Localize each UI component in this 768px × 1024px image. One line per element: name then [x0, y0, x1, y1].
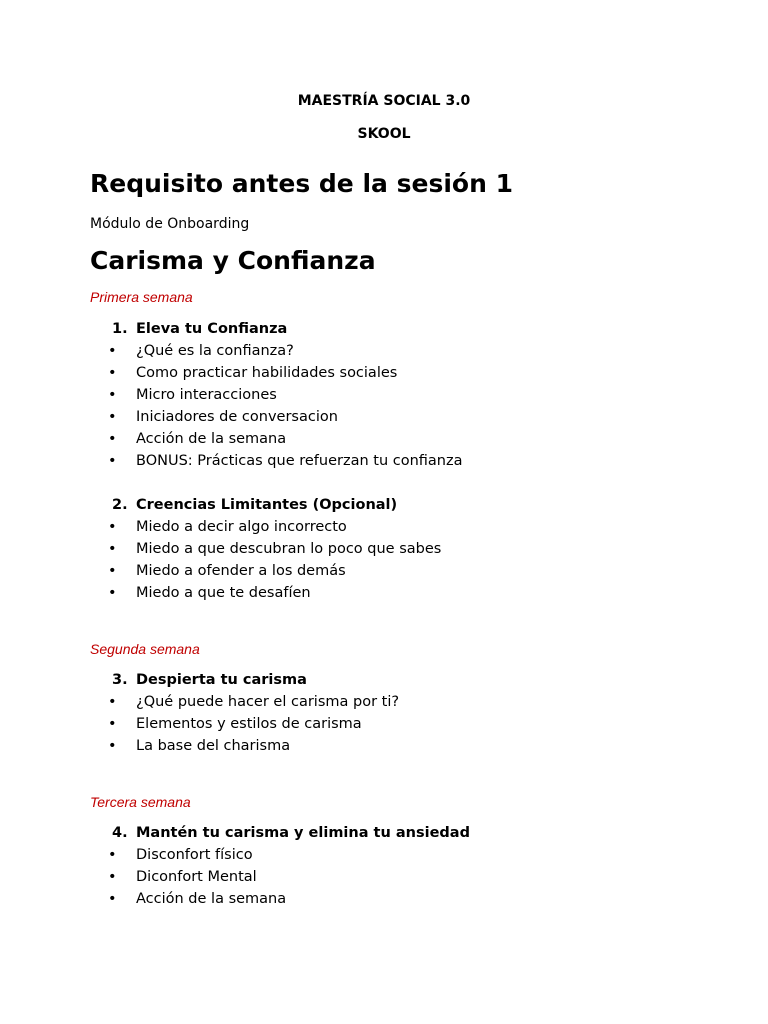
list-item-text: BONUS: Prácticas que refuerzan tu confianza — [136, 453, 463, 469]
list-item-text: Miedo a decir algo incorrecto — [136, 519, 347, 535]
bullet-icon: • — [108, 387, 117, 403]
bullet-icon: • — [108, 891, 117, 907]
module-number: 2. — [112, 497, 128, 513]
module-label: Módulo de Onboarding — [90, 216, 250, 232]
bullet-icon: • — [108, 541, 117, 557]
bullet-icon: • — [108, 343, 117, 359]
module-1 — [0, 318, 768, 472]
list-item — [0, 384, 768, 406]
module-title-row — [0, 669, 768, 691]
list-item — [0, 362, 768, 384]
list-item — [0, 582, 768, 604]
bullet-icon: • — [108, 409, 117, 425]
list-item-text: Miedo a ofender a los demás — [136, 563, 346, 579]
bullet-icon: • — [108, 738, 117, 754]
list-item-text: Diconfort Mental — [136, 869, 257, 885]
list-item-text: Acción de la semana — [136, 431, 287, 447]
list-item — [0, 538, 768, 560]
list-item-text: Micro interacciones — [136, 387, 277, 403]
list-item — [0, 340, 768, 362]
module-title: Creencias Limitantes (Opcional) — [136, 497, 398, 513]
list-item — [0, 844, 768, 866]
list-item — [0, 866, 768, 888]
list-item — [0, 516, 768, 538]
list-item — [0, 691, 768, 713]
week-label-3: Tercera semana — [90, 794, 191, 810]
list-item — [0, 428, 768, 450]
list-item — [0, 560, 768, 582]
module-title-row — [0, 318, 768, 340]
module-number: 3. — [112, 672, 128, 688]
list-item-text: ¿Qué puede hacer el carisma por ti? — [136, 694, 400, 710]
module-number: 4. — [112, 825, 128, 841]
module-2 — [0, 494, 768, 604]
bullet-icon: • — [108, 365, 117, 381]
bullet-icon: • — [108, 431, 117, 447]
module-title: Despierta tu carisma — [136, 672, 307, 688]
list-item — [0, 888, 768, 910]
list-item-text: Miedo a que te desafíen — [136, 585, 311, 601]
module-number: 1. — [112, 321, 128, 337]
bullet-icon: • — [108, 453, 117, 469]
bullet-icon: • — [108, 847, 117, 863]
module-title-row — [0, 494, 768, 516]
module-title: Mantén tu carisma y elimina tu ansiedad — [136, 825, 470, 841]
bullet-icon: • — [108, 563, 117, 579]
list-item — [0, 713, 768, 735]
module-title-row — [0, 822, 768, 844]
list-item — [0, 735, 768, 757]
bullet-icon: • — [108, 716, 117, 732]
week-label-2: Segunda semana — [90, 641, 200, 657]
list-item-text: Como practicar habilidades sociales — [136, 365, 398, 381]
list-item-text: La base del charisma — [136, 738, 291, 754]
bullet-icon: • — [108, 694, 117, 710]
document-subtitle: SKOOL — [357, 126, 411, 142]
section-heading: Carisma y Confianza — [90, 246, 376, 275]
list-item — [0, 450, 768, 472]
week-label-1: Primera semana — [90, 289, 193, 305]
bullet-icon: • — [108, 869, 117, 885]
list-item-text: Miedo a que descubran lo poco que sabes — [136, 541, 442, 557]
bullet-icon: • — [108, 519, 117, 535]
list-item-text: Acción de la semana — [136, 891, 287, 907]
list-item-text: Elementos y estilos de carisma — [136, 716, 362, 732]
bullet-icon: • — [108, 585, 117, 601]
list-item-text: Iniciadores de conversacion — [136, 409, 338, 425]
module-4 — [0, 822, 768, 910]
module-title: Eleva tu Confianza — [136, 321, 288, 337]
document-title: MAESTRÍA SOCIAL 3.0 — [297, 93, 471, 109]
list-item-text: ¿Qué es la confianza? — [136, 343, 294, 359]
list-item-text: Disconfort físico — [136, 847, 253, 863]
list-item — [0, 406, 768, 428]
requirement-heading: Requisito antes de la sesión 1 — [90, 169, 513, 198]
module-3 — [0, 669, 768, 757]
